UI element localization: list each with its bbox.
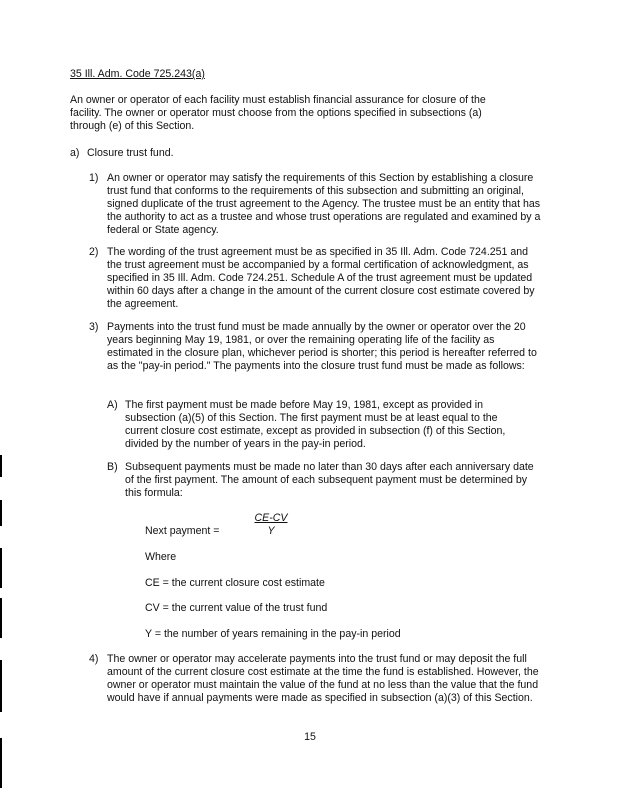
subitem-A-label: A) bbox=[107, 399, 118, 411]
formula-def-cv: CV = the current value of the trust fund bbox=[145, 602, 328, 614]
item-4-label: 4) bbox=[89, 653, 99, 665]
margin-bar bbox=[0, 660, 2, 712]
margin-bar bbox=[0, 738, 2, 788]
formula-def-y: Y = the number of years remaining in the pay-in period bbox=[145, 628, 401, 640]
item-2-text: The wording of the trust agreement must be as specified in 35 Ill. Adm. Code 724.251 and the trust agreement must be accompanied by a formal certification of acknowledgment, as specified in 35 Ill. Adm. Code 724.251. Schedule A of the trust agreement must be updated within 60 days after a change in the amount of the current closure cost estimate covered by the agreement. bbox=[107, 246, 535, 310]
formula-numerator: CE-CV bbox=[254, 512, 288, 524]
section-a-title: Closure trust fund. bbox=[87, 147, 174, 159]
citation-heading: 35 Ill. Adm. Code 725.243(a) bbox=[70, 68, 205, 80]
intro-paragraph: An owner or operator of each facility must establish financial assurance for closure of the facility. The owner or operator must choose from the options specified in subsections (a) through (e) of this Section. bbox=[70, 94, 486, 132]
formula-denominator: Y bbox=[267, 525, 275, 537]
margin-bar bbox=[0, 548, 2, 588]
formula-lhs: Next payment = bbox=[145, 525, 220, 537]
formula-def-ce: CE = the current closure cost estimate bbox=[145, 577, 325, 589]
margin-bar bbox=[0, 598, 2, 638]
section-a-label: a) bbox=[70, 147, 80, 159]
item-1-label: 1) bbox=[89, 172, 99, 184]
margin-bar bbox=[0, 500, 2, 526]
page-number: 15 bbox=[304, 731, 316, 743]
item-3-label: 3) bbox=[89, 321, 99, 333]
item-2-label: 2) bbox=[89, 246, 99, 258]
formula-where: Where bbox=[145, 551, 177, 563]
subitem-B-label: B) bbox=[107, 461, 118, 473]
subitem-A-text: The first payment must be made before May 19, 1981, except as provided in subsection (a)(5) of this Section. The first payment must be at least equal to the current closure cost estimate, except as provided in subsection (f) of this Section, divided by the number of years in the pay-in period. bbox=[125, 399, 506, 450]
item-4-text: The owner or operator may accelerate payments into the trust fund or may deposit the full amount of the current closure cost estimate at the time the fund is established. However, the owner or operator must maintain the value of the fund at no less than the value that the fund would have if annual payments were made as specified in subsection (a)(3) of this Section. bbox=[107, 653, 539, 704]
subitem-B-text: Subsequent payments must be made no later than 30 days after each anniversary date of the first payment. The amount of each subsequent payment must be determined by this formula: bbox=[125, 461, 534, 499]
item-3-text: Payments into the trust fund must be made annually by the owner or operator over the 20 years beginning May 19, 1981, or over the remaining operating life of the facility as estimated in the closure plan, whichever period is shorter; this period is hereafter referred to as the "pay-in period." The payments into the closure trust fund must be made as follows: bbox=[107, 321, 537, 372]
margin-bar bbox=[0, 455, 2, 477]
item-1-text: An owner or operator may satisfy the requirements of this Section by establishing a closure trust fund that conforms to the requirements of this subsection and submitting an original, signed duplicate of the trust agreement to the Agency. The trustee must be an entity that has the authority to act as a trustee and whose trust operations are regulated and examined by a federal or State agency. bbox=[107, 172, 541, 236]
